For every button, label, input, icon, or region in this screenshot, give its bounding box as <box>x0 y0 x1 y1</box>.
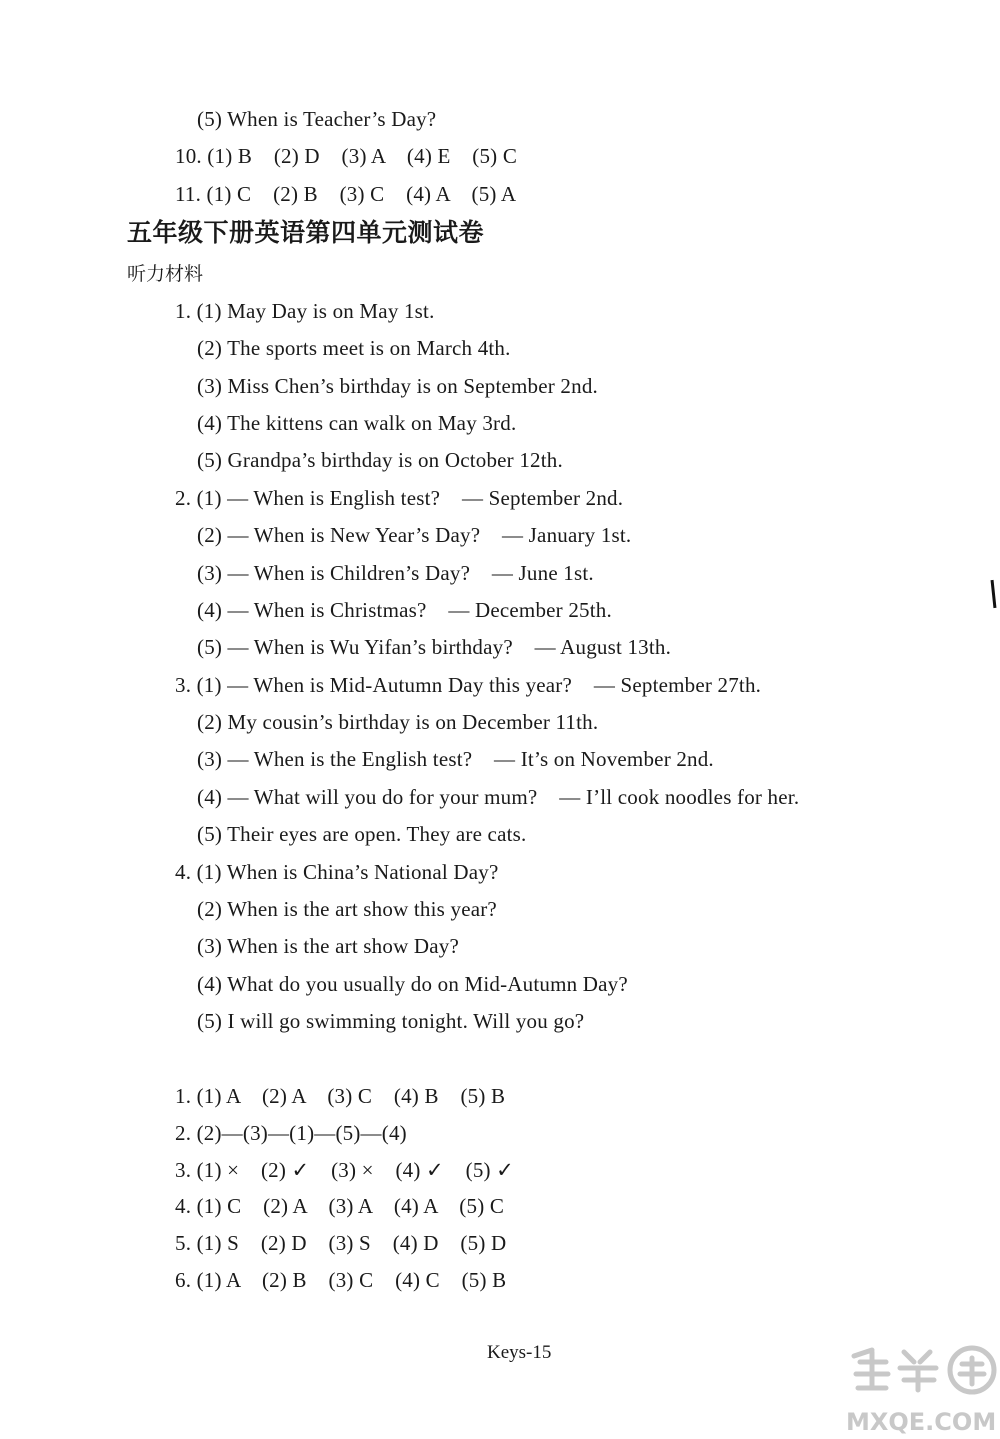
svg-text:MXQE.COM: MXQE.COM <box>846 1408 997 1436</box>
answer-key-3: 3. (1) × (2) ✓ (3) × (4) ✓ (5) ✓ <box>175 1158 514 1182</box>
listening-q2-line-1: 2. (1) — When is English test? — September 2nd. <box>175 486 624 510</box>
answer-key-4: 4. (1) C (2) A (3) A (4) A (5) C <box>175 1194 505 1218</box>
listening-q4-line-4: (4) What do you usually do on Mid-Autumn Day? <box>197 972 628 996</box>
listening-q2-line-5: (5) — When is Wu Yifan’s birthday? — August 13th. <box>197 635 672 659</box>
listening-q4-line-2: (2) When is the art show this year? <box>197 897 497 921</box>
listening-q1-line-2: (2) The sports meet is on March 4th. <box>197 336 511 360</box>
listening-q1-line-3: (3) Miss Chen’s birthday is on September 2nd. <box>197 374 598 398</box>
listening-q2-line-4: (4) — When is Christmas? — December 25th. <box>197 598 612 622</box>
listening-q1-line-4: (4) The kittens can walk on May 3rd. <box>197 411 517 435</box>
listening-q4-line-1: 4. (1) When is China’s National Day? <box>175 860 499 884</box>
listening-q1-line-5: (5) Grandpa’s birthday is on October 12th. <box>197 448 563 472</box>
listening-q2-line-2: (2) — When is New Year’s Day? — January 1st. <box>197 523 632 547</box>
listening-label: 听力材料 <box>127 263 204 285</box>
answer-line-10: 10. (1) B (2) D (3) A (4) E (5) C <box>175 144 518 168</box>
listening-q4-line-5: (5) I will go swimming tonight. Will you go? <box>197 1009 585 1033</box>
answer-key-6: 6. (1) A (2) B (3) C (4) C (5) B <box>175 1268 507 1292</box>
listening-q3-line-2: (2) My cousin’s birthday is on December 11th. <box>197 710 599 734</box>
watermark-logo <box>842 1338 1000 1439</box>
listening-q1-line-1: 1. (1) May Day is on May 1st. <box>175 299 435 323</box>
scan-mark <box>991 580 997 608</box>
answer-line-teachers-day: (5) When is Teacher’s Day? <box>197 107 437 131</box>
answer-key-5: 5. (1) S (2) D (3) S (4) D (5) D <box>175 1231 507 1255</box>
section-title: 五年级下册英语第四单元测试卷 <box>127 218 485 247</box>
listening-q2-line-3: (3) — When is Children’s Day? — June 1st. <box>197 561 594 585</box>
listening-q3-line-3: (3) — When is the English test? — It’s on November 2nd. <box>197 747 714 771</box>
listening-q3-line-5: (5) Their eyes are open. They are cats. <box>197 822 527 846</box>
page-number: Keys-15 <box>487 1342 552 1363</box>
answer-key-2: 2. (2)—(3)—(1)—(5)—(4) <box>175 1121 407 1145</box>
listening-q3-line-4: (4) — What will you do for your mum? — I’ll cook noodles for her. <box>197 785 800 809</box>
answer-line-11: 11. (1) C (2) B (3) C (4) A (5) A <box>175 182 517 206</box>
answer-key-1: 1. (1) A (2) A (3) C (4) B (5) B <box>175 1084 506 1108</box>
listening-q3-line-1: 3. (1) — When is Mid-Autumn Day this year? — September 27th. <box>175 673 762 697</box>
listening-q4-line-3: (3) When is the art show Day? <box>197 934 460 958</box>
